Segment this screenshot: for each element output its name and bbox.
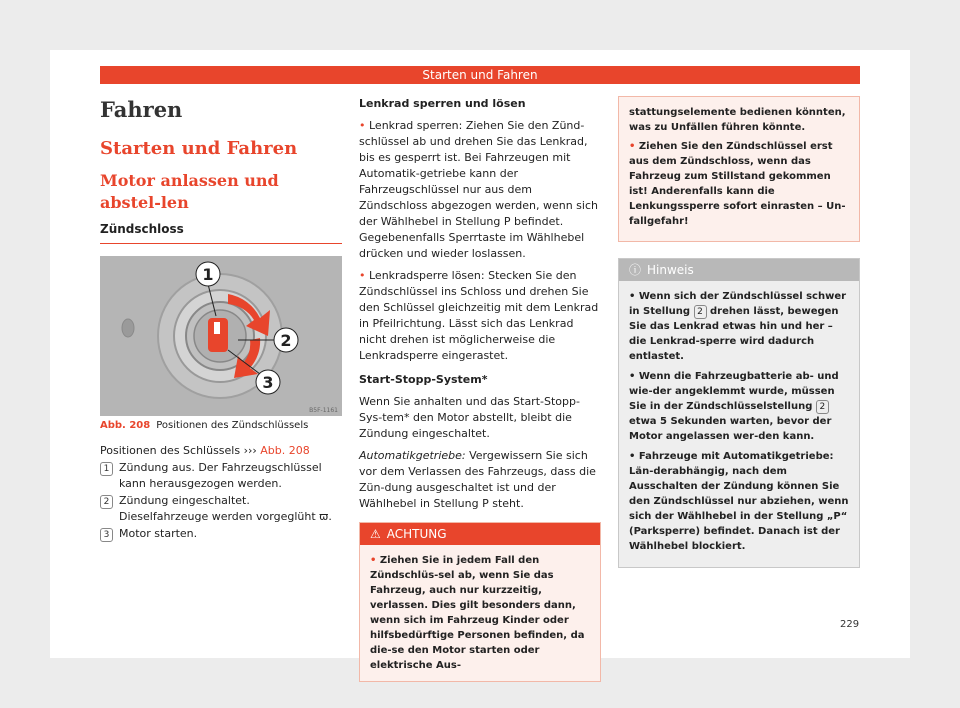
- list-item-text: Zündung aus. Der Fahrzeugschlüssel kann herausgezogen werden.: [119, 461, 322, 490]
- automatic-label: Automatikgetriebe:: [359, 449, 466, 462]
- column-1: [100, 96, 342, 542]
- note-header: [619, 259, 859, 281]
- subheading-steering-lock: Lenkrad sperren und lösen: [359, 97, 526, 110]
- chapter-header: Starten und Fahren: [100, 66, 860, 84]
- paragraph-start-stop: Wenn Sie anhalten und das Start-Stopp-Sys-tem* den Motor abstellt, bleibt die Zündung eingeschaltet.: [359, 395, 580, 440]
- bullet-icon: •: [359, 269, 366, 282]
- warning-body: [360, 545, 600, 681]
- position-number-badge: 2: [694, 305, 707, 319]
- note-text: Wenn die Fahrzeugbatterie ab- und wie-der angeklemmt wurde, müssen Sie in der Zündschlüsselstellung: [629, 371, 839, 412]
- warning-title: ACHTUNG: [386, 527, 447, 541]
- ignition-lock-illustration: [100, 256, 342, 416]
- list-item-text: Motor starten.: [119, 527, 198, 540]
- section-title: Fahren: [100, 97, 183, 122]
- figure-reference-link[interactable]: Abb. 208: [260, 444, 310, 457]
- note-text: Fahrzeuge mit Automatikgetriebe: Län-derabhängig, nach dem Ausschalten der Zündung können Sie den Zündschlüssel nur abziehen, wenn sich der Wählhebel in der Stellung „P“ (Parksperre) befindet. Danach ist der Wählhebel blockiert.: [629, 451, 849, 552]
- paragraph-unlock: [359, 268, 601, 364]
- subheading-start-stop: Start-Stopp-System*: [359, 373, 488, 386]
- bullet-icon: •: [370, 555, 377, 566]
- warning-header: [360, 523, 600, 545]
- position-number-badge: 1: [100, 462, 113, 476]
- paragraph-automatic-text: Vergewissern Sie sich vor dem Verlassen des Fahrzeugs, dass die Zün-dung ausgeschaltet ist und der Wählhebel in Stellung P steht.: [359, 449, 596, 510]
- info-icon: ⓘ: [629, 263, 642, 277]
- position-number-badge: 2: [816, 400, 829, 414]
- note-body: [619, 281, 859, 567]
- warning-continued-text: stattungselemente bedienen könnten, was zu Unfällen führen könnte.: [629, 107, 846, 133]
- note-item: • Wenn die Fahrzeugbatterie ab- und wie-der angeklemmt wurde, müssen Sie in der Zündschlüsselstellung 2 etwa 5 Sekunden warten, bevor der Motor angelassen wer-den kann.: [629, 371, 839, 442]
- figure-caption-text: Positionen des Zündschlüssels: [156, 420, 309, 431]
- paragraph-lock-text: Lenkrad sperren: Ziehen Sie den Zünd-schlüssel ab und drehen Sie das Lenkrad, bis es gesperrt ist. Bei Fahrzeugen mit Automatik-getriebe kann der Fahrzeugschlüssel nur aus dem Zündschloss abgezogen werden, wenn sich der Wählhebel in Stellung P befindet. Gegebenenfalls Sperrtaste im Wählhebel drücken und wieder loslassen.: [359, 119, 598, 260]
- figure-caption: [100, 420, 342, 431]
- note-text: Wenn sich der Zündschlüssel schwer in Stellung: [629, 291, 847, 317]
- figure-label-1: 1: [202, 265, 214, 284]
- chapter-title: Starten und Fahren: [100, 138, 298, 159]
- topic-title: Motor anlassen und abstel-len: [100, 171, 279, 212]
- paragraph-automatic: [359, 448, 601, 512]
- figure-number: Abb. 208: [100, 420, 151, 431]
- paragraph-unlock-text: Lenkradsperre lösen: Stecken Sie den Zündschlüssel ins Schloss und drehen Sie den Schlüssel gleichzeitig mit dem Lenkrad in Pfeilrichtung. Lässt sich das Lenkrad nicht drehen ist möglicherweise die Lenkradsperre eingerastet.: [359, 269, 599, 362]
- figure-label-3: 3: [262, 373, 274, 392]
- column-2: [359, 96, 601, 682]
- list-item-text: Zündung eingeschaltet. Dieselfahrzeuge werden vorgeglüht ϖ.: [119, 494, 332, 523]
- warning-box: [359, 522, 601, 682]
- positions-intro: [100, 443, 342, 459]
- list-item: [100, 460, 342, 492]
- page-number: 229: [840, 619, 860, 630]
- note-item: • Wenn sich der Zündschlüssel schwer in Stellung 2 drehen lässt, bewegen Sie das Lenkrad etwas hin und her – die Lenkrad-sperre wird dadurch entlastet.: [629, 291, 847, 362]
- warning-box-continued: [618, 96, 860, 242]
- subtopic-title: Zündschloss: [100, 222, 342, 244]
- note-item: • Fahrzeuge mit Automatikgetriebe: Län-derabhängig, nach dem Ausschalten der Zündung können Sie den Zündschlüssel nur abziehen, wenn sich der Wählhebel in der Stellung „P“ (Parksperre) befindet. Danach ist der Wählhebel blockiert.: [629, 451, 849, 552]
- ignition-lock-figure: [100, 256, 342, 416]
- paragraph-lock: [359, 118, 601, 262]
- warning-text: Ziehen Sie in jedem Fall den Zündschlüs-sel ab, wenn Sie das Fahrzeug, auch nur kurzzeitig, verlassen. Dies gilt besonders dann, wenn sich im Fahrzeug Kinder oder hilfsbedürftige Personen befinden, da die-se den Motor starten oder elektrische Aus-: [370, 555, 585, 671]
- figure-code: B5F-1161: [309, 407, 338, 414]
- list-item: [100, 493, 342, 525]
- figure-label-2: 2: [280, 331, 292, 350]
- bullet-icon: •: [359, 119, 366, 132]
- note-text: etwa 5 Sekunden warten, bevor der Motor angelassen wer-den kann.: [629, 416, 832, 442]
- bullet-icon: •: [629, 141, 636, 152]
- warning-item: [629, 139, 849, 229]
- warning-triangle-icon: ⚠: [370, 527, 381, 541]
- note-text: drehen lässt, bewegen Sie das Lenkrad etwas hin und her – die Lenkrad-sperre wird dadurch entlastet.: [629, 306, 839, 362]
- note-title: Hinweis: [647, 263, 694, 277]
- warning-item-text: Ziehen Sie den Zündschlüssel erst aus dem Zündschloss, wenn das Fahrzeug zum Stillstand gekommen ist! Anderenfalls kann die Lenkungssperre sofort einrasten – Un-fallgefahr!: [629, 141, 846, 227]
- positions-intro-text: Positionen des Schlüssels ›››: [100, 444, 261, 457]
- list-item: [100, 526, 342, 542]
- column-3: [618, 96, 860, 568]
- note-box: [618, 258, 860, 568]
- position-number-badge: 2: [100, 495, 113, 509]
- position-number-badge: 3: [100, 528, 113, 542]
